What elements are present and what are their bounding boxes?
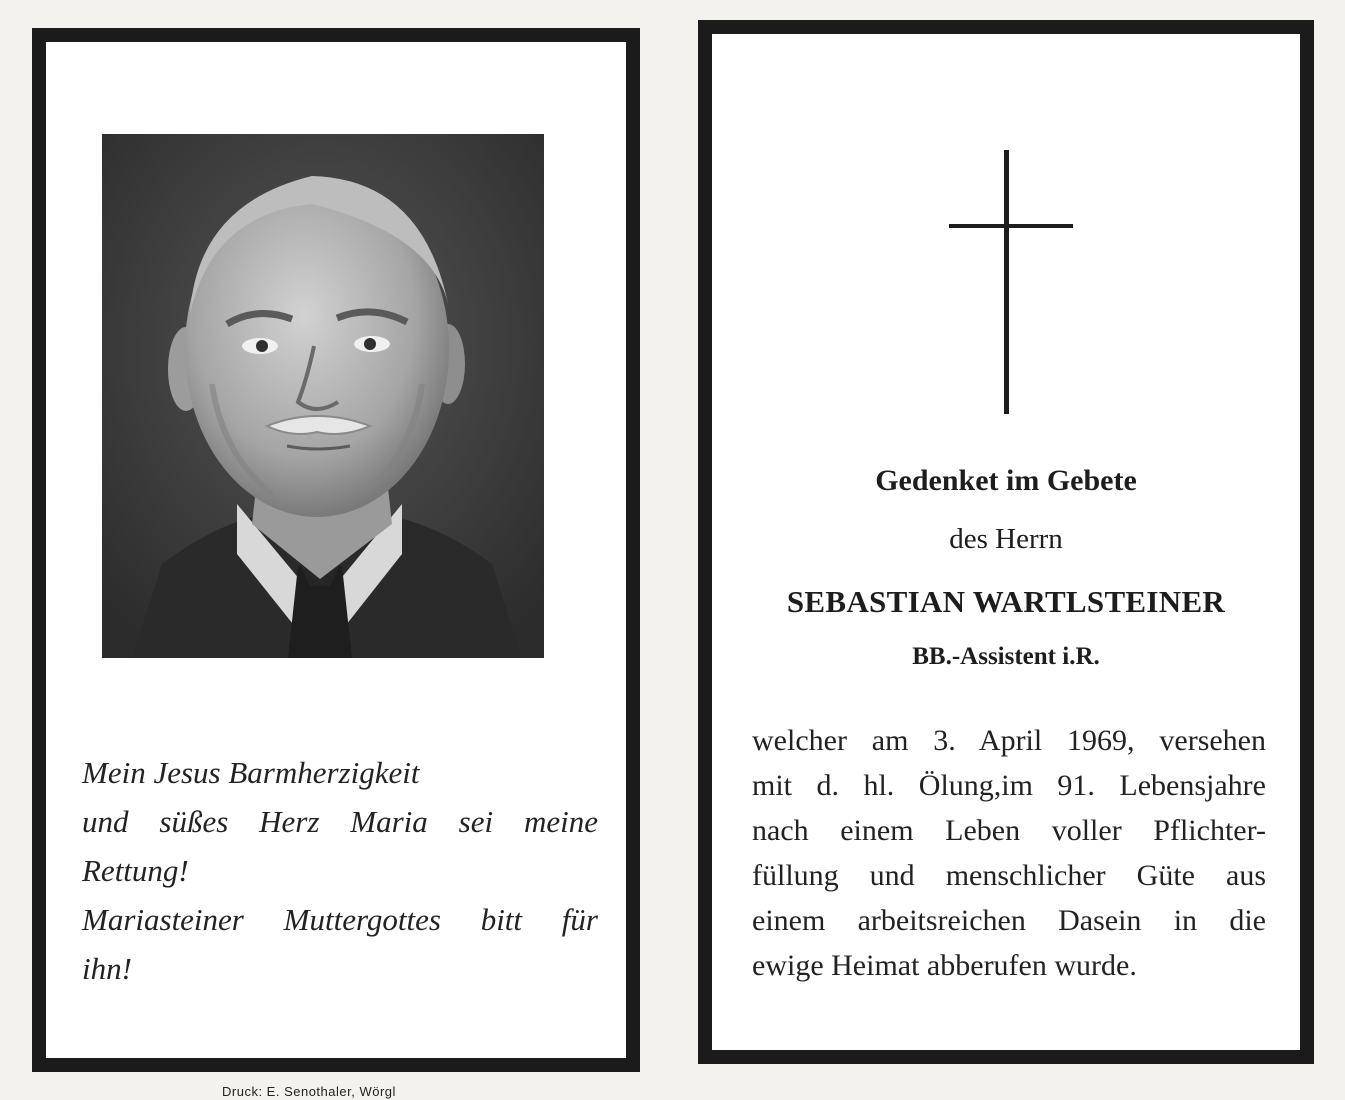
obituary-line: nach einem Leben voller Pflichter-: [752, 814, 1266, 847]
obituary-line: ewige Heimat abberufen wurde.: [752, 949, 1137, 982]
prayer-line: Mein Jesus Barmherzigkeit: [82, 755, 420, 790]
honorific: des Herrn: [949, 523, 1063, 555]
heading: Gedenket im Gebete: [875, 464, 1137, 497]
memorial-card-left: [32, 28, 640, 1072]
prayer-line: Rettung!: [82, 853, 189, 888]
prayer-text: [82, 748, 598, 993]
prayer-line: ihn!: [82, 951, 132, 986]
portrait-photo: [102, 134, 544, 658]
obituary-line: einem arbeitsreichen Dasein in die: [752, 904, 1266, 937]
obituary-line: füllung und menschlicher Güte aus: [752, 859, 1266, 892]
deceased-name: SEBASTIAN WARTLSTEINER: [786, 584, 1226, 619]
obituary-line: mit d. hl. Ölung,im 91. Lebensjahre: [752, 769, 1266, 802]
obituary-text: [752, 718, 1266, 988]
printer-credit: Druck: E. Senothaler, Wörgl: [222, 1084, 396, 1099]
occupation: BB.-Assistent i.R.: [912, 643, 1100, 670]
obituary-line: welcher am 3. April 1969, versehen: [752, 724, 1266, 757]
prayer-line: und süßes Herz Maria sei meine: [82, 804, 598, 839]
memorial-card-right: [698, 20, 1314, 1064]
cross-icon: [937, 138, 1077, 418]
prayer-line: Mariasteiner Muttergottes bitt für: [82, 902, 598, 937]
